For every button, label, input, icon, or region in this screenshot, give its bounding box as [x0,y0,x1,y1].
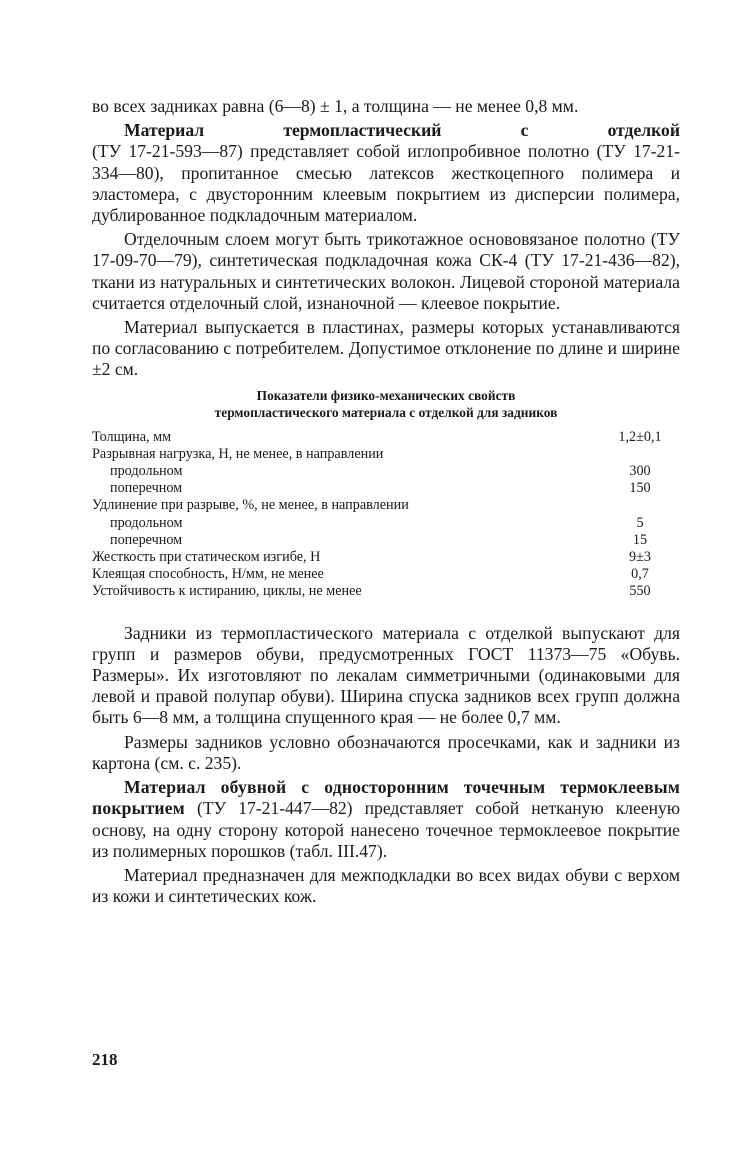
row-value: 0,7 [631,566,649,583]
table-row [92,446,680,463]
row-label: Жесткость при статическом изгибе, Н [92,549,321,566]
row-value: 550 [629,583,651,600]
row-value: 9±3 [629,549,651,566]
bold-term: Материал обувной с односторонним точечным термоклеевым покрытием [92,777,680,819]
heading-word: Материал [124,120,205,141]
table-caption [92,387,680,421]
table-row [92,429,680,446]
table-row [92,463,680,480]
row-value [600,497,680,514]
paragraph-continuation: во всех задниках равна (6—8) ± 1, а толщина — не менее 0,8 мм. [92,96,579,116]
table-row [92,497,680,514]
paragraph-thermoplastic: (ТУ 17-21-593—87) представляет собой иглопробивное полотно (ТУ 17-21-334—80), пропитанное смесью латексов жесткоцепного полимера и эластомера, с двусторонним клеевым покрытием из дисперсии полимера, дублированное подкладочным материалом. [92,141,680,226]
table-row [92,566,680,583]
page-number: 218 [92,1050,118,1069]
table-caption-line: термопластического материала с отделкой для задников [214,404,558,420]
table-caption-line: Показатели физико-механических свойств [256,387,516,403]
table-row [92,549,680,566]
heading-word: термопластический [283,120,442,141]
row-value: 150 [629,480,651,497]
row-label: Устойчивость к истиранию, циклы, не менее [92,583,362,600]
table-row [92,515,680,532]
row-label: Удлинение при разрыве, %, не менее, в направлении [92,497,409,514]
row-label: Клеящая способность, Н/мм, не менее [92,566,324,583]
row-value: 15 [632,531,648,548]
paragraph-sizes: Размеры задников условно обозначаются просечками, как и задники из картона (см. с. 235). [92,731,680,773]
paragraph-finishing-layer: Отделочным слоем могут быть трикотажное основовязаное полотно (ТУ 17-09-70—79), синтетическая подкладочная кожа СК-4 (ТУ 17-21-436—82), ткани из натуральных и синтетических волокон. Лицевой стороной материала считается отделочный слой, изнаночной — клеевое покрытие. [92,229,680,313]
properties-table [92,429,680,601]
paragraph-dot-coating [92,777,680,862]
table-row [92,532,680,549]
row-label: Толщина, мм [92,428,172,445]
row-value: 300 [629,463,651,480]
row-value: 5 [636,514,644,531]
table-row [92,480,680,497]
paragraph-interlining: Материал предназначен для межподкладки во всех видах обуви с верхом из кожи и синтетических кож. [92,864,680,907]
section-heading-thermoplastic [92,120,680,226]
paragraph-plates: Материал выпускается в пластинах, размеры которых устанавливаются по согласованию с потребителем. Допустимое отклонение по длине и ширине ±2 см. [92,317,680,380]
heading-word: с [520,120,529,141]
row-value [600,446,680,463]
row-label: продольном [110,514,183,531]
row-label: поперечном [110,531,183,548]
row-label: Разрывная нагрузка, Н, не менее, в направлении [92,445,384,462]
row-label: поперечном [110,480,183,497]
paragraph-heel-counters: Задники из термопластического материала с отделкой выпускают для групп и размеров обуви, предусмотренных ГОСТ 11373—75 «Обувь. Размеры». Их изготовляют по лекалам симметричными (одинаковыми для левой и правой полупар обуви). Ширина спуска задников всех групп должна быть 6—8 мм, а толщина спущенного края — не более 0,7 мм. [92,622,680,728]
page-body [92,96,680,907]
table-row [92,583,680,600]
paragraph-text: (ТУ 17-21-447—82) представляет собой нетканую клееную основу, на одну сторону которой нанесено точечное термоклеевое покрытие из полимерных порошков (табл. III.47). [92,798,680,861]
heading-word: отделкой [607,120,680,141]
row-value: 1,2±0,1 [618,428,662,445]
row-label: продольном [110,463,183,480]
